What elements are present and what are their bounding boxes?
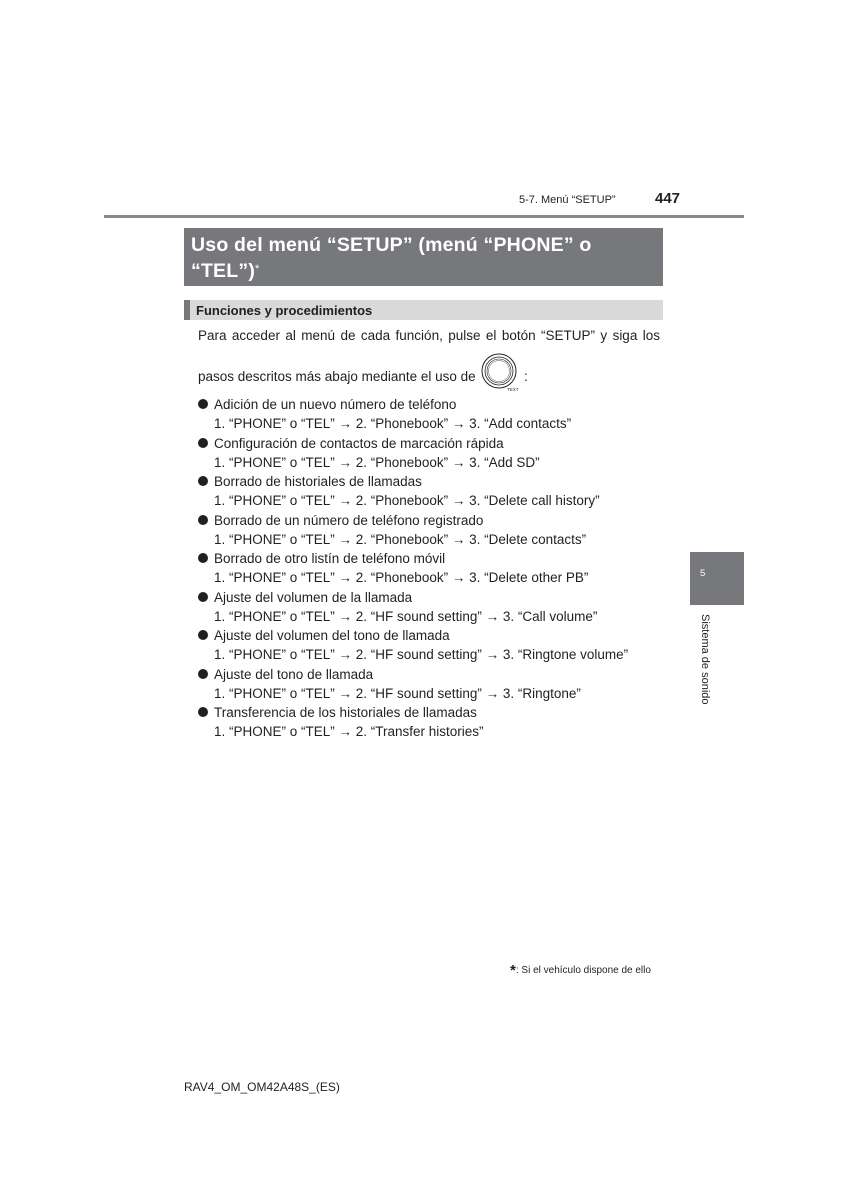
list-item [198,627,668,666]
list-item [198,704,668,743]
item-steps: 1. “PHONE” o “TEL” → 2. “HF sound setting” → 3. “Ringtone volume” [214,647,629,662]
page-title-box [184,228,663,286]
list-item [198,550,668,589]
intro-line-1: Para acceder al menú de cada función, pulse el botón “SETUP” y siga los [198,328,660,343]
bullet-icon [198,476,208,486]
item-steps: 1. “PHONE” o “TEL” → 2. “HF sound setting” → 3. “Call volume” [214,608,598,624]
page-title [191,232,656,284]
bullet-icon [198,438,208,448]
list-item [198,435,668,474]
chapter-number: 5 [700,568,706,579]
list-item [198,512,668,551]
item-title: Borrado de otro listín de teléfono móvil [214,551,446,566]
item-steps: 1. “PHONE” o “TEL” → 2. “Phonebook” → 3. “Delete other PB” [214,570,589,585]
tune-scroll-knob-icon [480,352,520,392]
item-title: Configuración de contactos de marcación rápida [214,435,504,451]
item-title: Adición de un nuevo número de teléfono [214,397,457,412]
bullet-icon [198,515,208,525]
list-item [198,589,668,628]
item-steps: 1. “PHONE” o “TEL” → 2. “Phonebook” → 3. “Add SD” [214,454,540,470]
bullet-icon [198,707,208,717]
intro-line-2-text: pasos descritos más abajo mediante el uso de [198,369,476,384]
chapter-label: Sistema de sonido [699,614,711,705]
footnote-asterisk: * [510,962,516,979]
procedure-list [198,396,668,743]
item-steps: 1. “PHONE” o “TEL” → 2. “Phonebook” → 3. “Delete contacts” [214,531,587,547]
page-number: 447 [655,190,681,207]
subheading-bar [184,300,663,320]
item-title: Transferencia de los historiales de llamadas [214,705,477,720]
bullet-icon [198,592,208,602]
intro-colon: : [524,369,528,384]
chapter-tab [690,552,744,605]
item-steps: 1. “PHONE” o “TEL” → 2. “Phonebook” → 3. “Delete call history” [214,493,600,508]
footnote [510,960,651,977]
item-title: Ajuste del volumen del tono de llamada [214,628,450,643]
bullet-icon [198,553,208,563]
bullet-icon [198,669,208,679]
item-title: Borrado de un número de teléfono registrado [214,512,484,528]
item-steps: 1. “PHONE” o “TEL” → 2. “Phonebook” → 3. “Add contacts” [214,416,572,431]
list-item [198,666,668,705]
section-header: 5-7. Menú “SETUP” [519,194,616,206]
header-divider [104,215,744,218]
knob-label: TEXT [507,387,519,392]
title-asterisk: * [255,263,260,275]
document-code: RAV4_OM_OM42A48S_(ES) [184,1080,340,1094]
list-item [198,396,668,435]
bullet-icon [198,630,208,640]
bullet-icon [198,399,208,409]
list-item [198,473,668,512]
item-title: Ajuste del volumen de la llamada [214,589,413,605]
subheading: Funciones y procedimientos [196,303,373,318]
subheading-accent [184,300,190,320]
item-title: Borrado de historiales de llamadas [214,474,422,489]
item-title: Ajuste del tono de llamada [214,666,374,682]
item-steps: 1. “PHONE” o “TEL” → 2. “HF sound setting” → 3. “Ringtone” [214,685,581,701]
page-title-line2: “TEL”) [191,260,256,282]
footnote-text: : Si el vehículo dispone de ello [515,965,651,976]
page-title-line1: Uso del menú “SETUP” (menú “PHONE” o [191,234,592,256]
item-steps: 1. “PHONE” o “TEL” → 2. “Transfer histories” [214,724,484,739]
